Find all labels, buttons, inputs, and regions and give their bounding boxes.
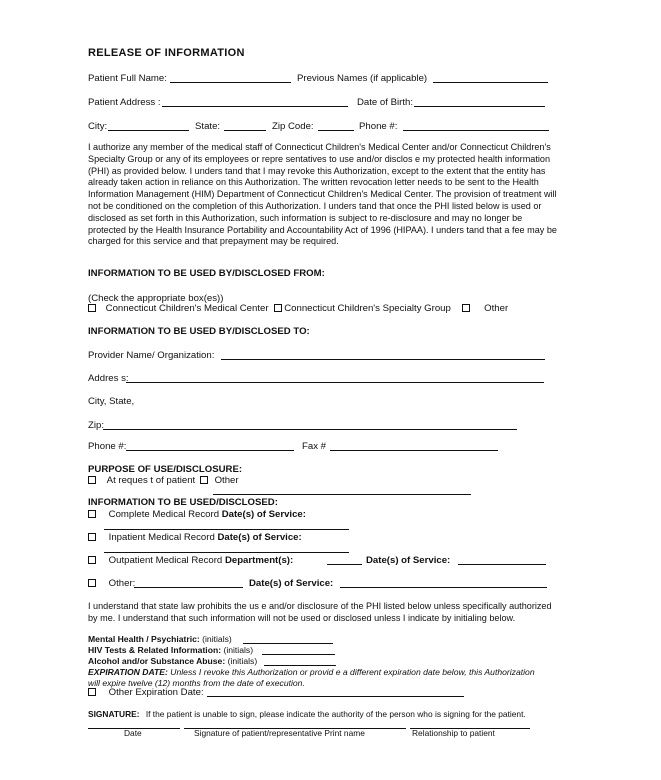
purpose-options-row [88,475,239,486]
complete-record-label: Complete Medical Record [108,509,220,520]
inpatient-record-row [88,532,302,543]
dob-field[interactable] [414,106,545,107]
mental-health-row [88,634,232,644]
inpatient-record-label: Inpatient Medical Record [108,532,215,543]
outpatient-departments-field[interactable] [327,564,362,565]
state-field[interactable] [224,130,266,131]
authorization-paragraph: I authorize any member of the medical staff of Connecticut Children's Medical Center and/or Connecticut Children's Specialty Group or any of its employees or repre sentatives to use and/or disclos e my protected health information (PHI) as provided below. I unders tand that I may revoke this Authorization, except to the extent that the entity has already taken action in reliance on this Authorization. The written revocation letter needs to be sent to the Health Information Management (HIM) Department of Connecticut Children's Medical Center. The provision of treatment will not be conditioned on the completion of this Authorization. I unders tand that once the PHI listed below is used or disclosed as set forth in this Authorization, such information is subject to re-disclosure and may no longer be protected by the Health Insurance Portability and Accountability Act of 1996 (HIPAA). I unders tand that a fee may be charged for this service and that prepayment may be required. [88,142,557,247]
other-dates-label: Date(s) of Service: [249,578,334,589]
checkbox-patient-request[interactable] [88,476,96,484]
state-label: State: [195,121,221,132]
other-record-label: Other: [108,578,136,589]
to-phone-field[interactable] [126,450,294,451]
other-dates-field[interactable] [340,587,547,588]
alcohol-row [88,656,257,666]
alcohol-initials-field[interactable] [264,665,336,666]
signature-row [88,709,526,719]
expiration-text-1: Unless I revoke this Authorization or provid e a different expiration date below, this Authorization [167,667,535,677]
phone-field[interactable] [403,130,549,131]
city-state-label: City, State, [88,396,135,407]
from-instruction: (Check the appropriate box(es)) [88,293,224,304]
inpatient-dates-field[interactable] [104,552,349,553]
purpose-patient-request-label: At reques t of patient [106,475,196,486]
outpatient-record-row [88,555,293,566]
hiv-label: HIV Tests & Related Information: [88,645,222,655]
dob-label: Date of Birth: [357,97,413,108]
complete-record-row [88,509,306,520]
checkbox-ccmc[interactable] [88,304,96,312]
alcohol-initials: (initials) [227,656,258,666]
purpose-other-label: Other [214,475,239,486]
fax-label: Fax # [302,441,326,452]
complete-dates-field[interactable] [104,529,349,530]
inpatient-dates-label: Date(s) of Service: [217,532,302,543]
to-zip-field[interactable] [103,429,517,430]
outpatient-dates-label: Date(s) of Service: [366,555,451,566]
patient-full-name-label: Patient Full Name: [88,73,167,84]
complete-dates-label: Date(s) of Service: [221,509,306,520]
outpatient-departments-label: Department(s): [224,555,294,566]
mental-health-initials-field[interactable] [243,643,333,644]
option-ccsg-label: Connecticut Children's Specialty Group [284,303,451,314]
hiv-initials-field[interactable] [262,654,335,655]
other-record-row [88,578,135,589]
checkbox-other-record[interactable] [88,579,96,587]
signature-instruction: If the patient is unable to sign, please indicate the authority of the person who is signing for the patient. [145,709,526,719]
mental-health-label: Mental Health / Psychiatric: [88,634,200,644]
state-law-paragraph: I understand that state law prohibits the us e and/or disclosure of the PHI listed below unless specifically authorized by me. I understand that such information will not be used or disclosed unless I indicate by initialing below. [88,601,552,623]
checkbox-complete-record[interactable] [88,510,96,518]
alcohol-label: Alcohol and/or Substance Abuse: [88,656,226,666]
signature-date-caption: Date [124,728,142,738]
signature-relationship-caption: Relationship to patient [412,728,495,738]
expiration-text-2: will expire twelve (12) months from the date of execution. [88,678,305,688]
previous-names-field[interactable] [433,82,548,83]
to-zip-label: Zip: [88,420,104,431]
hiv-initials: (initials) [223,645,254,655]
purpose-other-field[interactable] [213,494,471,495]
other-record-field[interactable] [134,587,243,588]
hiv-row [88,645,253,655]
previous-names-label: Previous Names (if applicable) [297,73,428,84]
purpose-heading: PURPOSE OF USE/DISCLOSURE: [88,464,243,475]
other-expiration-field[interactable] [207,696,464,697]
checkbox-from-other[interactable] [462,304,470,312]
other-expiration-label: Other Expiration Date: [108,687,204,698]
checkbox-other-expiration[interactable] [88,688,96,696]
option-ccmc-label: Connecticut Children's Medical Center [105,303,269,314]
mental-health-initials: (initials) [202,634,232,644]
to-address-label: Addres s: [88,373,129,384]
zip-code-label: Zip Code: [272,121,314,132]
city-label: City: [88,121,108,132]
other-expiration-row [88,687,204,698]
to-address-field[interactable] [126,382,544,383]
checkbox-purpose-other[interactable] [200,476,208,484]
checkbox-inpatient-record[interactable] [88,533,96,541]
fax-field[interactable] [330,450,498,451]
outpatient-record-label: Outpatient Medical Record [108,555,223,566]
expiration-line-1 [88,667,535,677]
patient-address-field[interactable] [162,106,348,107]
phone-label: Phone #: [359,121,398,132]
from-section-heading: INFORMATION TO BE USED BY/DISCLOSED FROM: [88,268,325,279]
outpatient-dates-field[interactable] [458,564,546,565]
signature-label: SIGNATURE: [88,709,140,719]
signature-name-caption: Signature of patient/representative Print name [194,728,365,738]
checkbox-outpatient-record[interactable] [88,556,96,564]
disclosed-heading: INFORMATION TO BE USED/DISCLOSED: [88,497,278,508]
expiration-label: EXPIRATION DATE: [88,667,168,677]
patient-full-name-field[interactable] [170,82,291,83]
city-field[interactable] [108,130,189,131]
option-from-other-label: Other [484,303,509,314]
to-phone-label: Phone #: [88,441,127,452]
zip-code-field[interactable] [318,130,354,131]
page-title: RELEASE OF INFORMATION [88,47,245,59]
patient-address-label: Patient Address : [88,97,161,108]
to-section-heading: INFORMATION TO BE USED BY/DISCLOSED TO: [88,326,310,337]
checkbox-ccsg[interactable] [274,304,282,312]
provider-label: Provider Name/ Organization: [88,350,215,361]
from-options-row [88,303,508,314]
provider-field[interactable] [221,359,545,360]
